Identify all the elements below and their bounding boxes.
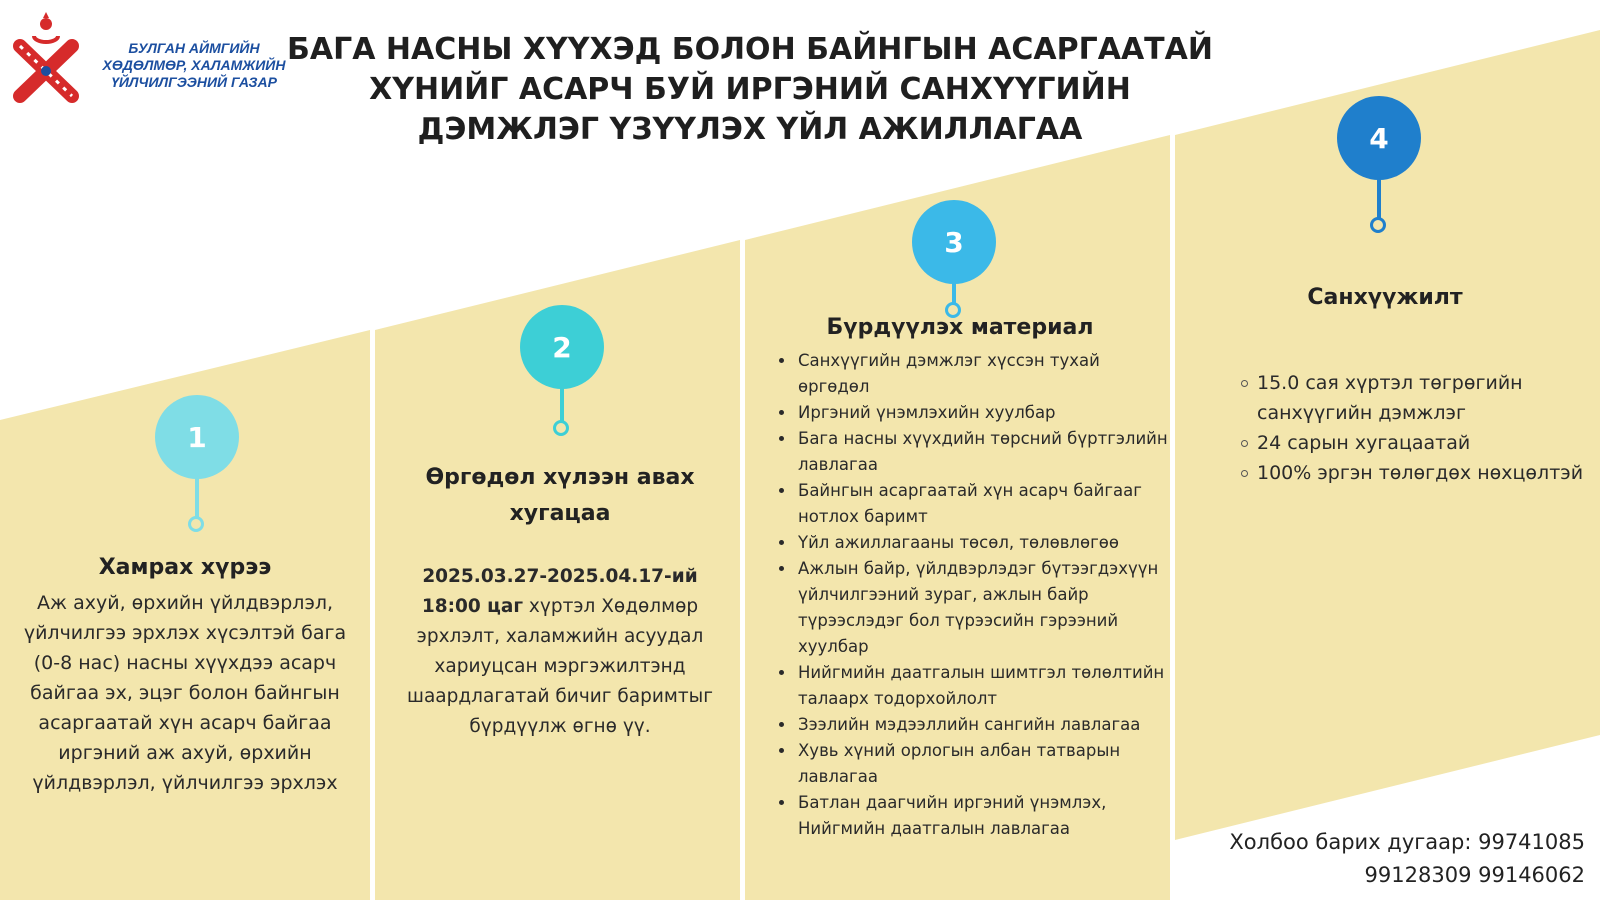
materials-list-item: • Санхүүгийн дэмжлэг хүссэн тухай өргөдөл [796, 348, 1171, 400]
logo [10, 10, 286, 105]
title-line-1: БАГА НАСНЫ ХҮҮХЭД БОЛОН БАЙНГЫН АСАРГААТАЙ [287, 32, 1213, 67]
materials-list-item: • Ажлын байр, үйлдвэрлэдэг бүтээгдэхүүн үйлчилгээний зураг, ажлын байр түрээслэдэг бол түрээсийн гэрээний хуулбар [796, 556, 1171, 660]
step-4-number-badge: 4 [1337, 96, 1421, 180]
step-2-pin-stem [560, 388, 564, 423]
materials-list-item: • Бага насны хүүхдийн төрсний бүртгэлийн лавлагаа [796, 426, 1171, 478]
materials-list-item: • Байнгын асаргаатай хүн асарч байгааг нотлох баримт [796, 478, 1171, 530]
logo-emblem-icon [10, 10, 82, 105]
step-1-heading: Хамрах хүрээ [98, 555, 272, 580]
materials-list-item: • Үйл ажиллагааны төсөл, төлөвлөгөө [796, 530, 1171, 556]
step-1-text: Аж ахуй, өрхийн үйлдвэрлэл, үйлчилгээ эрхлэх хүсэлтэй бага (0-8 нас) насны хүүхдээ асарч байгаа эх, эцэг болон байнгын асаргаатай хүн асарч байгаа иргэний аж ахуй, өрхийн үйлдвэрлэл, үйлчилгээ эрхлэх [23, 592, 347, 794]
logo-text [94, 40, 294, 91]
funding-list [1237, 368, 1600, 488]
title-line-2: ХҮНИЙГ АСАРЧ БУЙ ИРГЭНИЙ САНХҮҮГИЙН [369, 72, 1131, 107]
funding-list-item: 100% эргэн төлөгдөх нөхцөлтэй [1257, 458, 1600, 488]
step-4-pin-dot [1370, 217, 1386, 233]
materials-list-item: • Зээлийн мэдээллийн сангийн лавлагаа [796, 712, 1171, 738]
step-2-deadline: 2025.03.27-2025.04.17-ий 18:00 цаг [421, 566, 698, 617]
step-1-number-badge: 1 [155, 395, 239, 479]
logo-line-2: ХӨДӨЛМӨР, ХАЛАМЖИЙН [102, 57, 286, 73]
logo-line-3: ҮЙЛЧИЛГЭЭНИЙ ГАЗАР [111, 74, 277, 90]
step-2-number-badge: 2 [520, 305, 604, 389]
step-4-pin-stem [1377, 179, 1381, 219]
contact-line-2: 99128309 99146062 [1364, 863, 1585, 887]
materials-list [778, 348, 1171, 842]
materials-list-item: • Нийгмийн даатгалын шимтгэл төлөлтийн талаарх тодорхойлолт [796, 660, 1171, 712]
step-4-heading: Санхүүжилт [1307, 285, 1463, 310]
step-2-text [395, 562, 725, 742]
step-2-heading: Өргөдөл хүлээн авах хугацаа [425, 465, 695, 526]
contact-line-1: Холбоо барих дугаар: 99741085 [1229, 830, 1585, 854]
step-2-instructions: хүртэл Хөдөлмөр эрхлэлт, халамжийн асуудал хариуцсан мэргэжилтэнд шаардлагатай бичиг баримтыг бүрдүүлж өгнө үү. [407, 596, 713, 737]
step-3-number-badge: 3 [912, 200, 996, 284]
contact-info [1120, 826, 1585, 892]
title-line-3: ДЭМЖЛЭГ ҮЗҮҮЛЭХ ҮЙЛ АЖИЛЛАГАА [417, 112, 1083, 147]
logo-line-1: БУЛГАН АЙМГИЙН [128, 40, 260, 56]
step-1-pin-stem [195, 478, 199, 518]
funding-list-item: 24 сарын хугацаатай [1257, 428, 1600, 458]
funding-list-item: 15.0 сая хүртэл төгрөгийн санхүүгийн дэмжлэг [1257, 368, 1600, 428]
materials-list-item: • Иргэний үнэмлэхийн хуулбар [796, 400, 1171, 426]
materials-list-item: • Батлан даагчийн иргэний үнэмлэх, Нийгмийн даатгалын лавлагаа [796, 790, 1171, 842]
materials-list-item: • Хувь хүний орлогын албан татварын лавлагаа [796, 738, 1171, 790]
page-title [280, 30, 1220, 150]
step-3-heading: Бүрдүүлэх материал [826, 315, 1094, 340]
step-1-pin-dot [188, 516, 204, 532]
step-2-pin-dot [553, 420, 569, 436]
